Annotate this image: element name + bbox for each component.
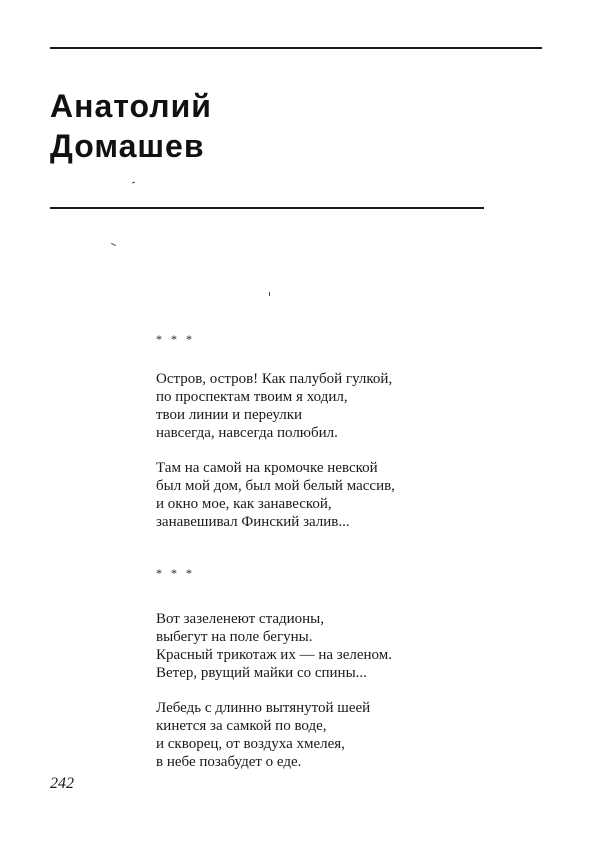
poem-line: навсегда, навсегда полюбил. xyxy=(156,425,338,441)
title-underline-rule xyxy=(50,207,484,209)
print-speck xyxy=(132,182,135,184)
stanza xyxy=(156,610,392,682)
author-name xyxy=(50,86,212,166)
print-speck xyxy=(269,292,270,296)
section-asterisks: * * * xyxy=(156,332,195,346)
poem-1 xyxy=(156,332,395,548)
poem-line: в небе позабудет о еде. xyxy=(156,754,302,770)
poem-2 xyxy=(156,566,392,788)
stanza xyxy=(156,459,395,531)
print-speck xyxy=(111,243,116,246)
poem-line: Лебедь с длинно вытянутой шеей xyxy=(156,700,371,716)
poem-line: и скворец, от воздуха хмелея, xyxy=(156,736,345,752)
page-number: 242 xyxy=(50,775,74,792)
poem-line: занавешивал Финский залив... xyxy=(156,514,350,530)
poem-line: Ветер, рвущий майки со спины... xyxy=(156,665,367,681)
poem-line: кинется за самкой по воде, xyxy=(156,718,327,734)
stanza xyxy=(156,370,395,442)
poem-line: выбегут на поле бегуны. xyxy=(156,629,313,645)
author-first-name: Анатолий xyxy=(50,88,212,124)
poem-line: Там на самой на кромочке невской xyxy=(156,460,378,476)
poem-line: был мой дом, был мой белый массив, xyxy=(156,478,395,494)
poem-line: по проспектам твоим я ходил, xyxy=(156,389,348,405)
top-rule xyxy=(50,47,542,49)
poem-line: Красный трикотаж их — на зеленом. xyxy=(156,647,392,663)
stanza xyxy=(156,699,392,771)
poem-line: твои линии и переулки xyxy=(156,407,303,423)
section-asterisks: * * * xyxy=(156,566,195,580)
poem-line: Вот зазеленеют стадионы, xyxy=(156,611,324,627)
poem-line: и окно мое, как занавеской, xyxy=(156,496,332,512)
poem-line: Остров, остров! Как палубой гулкой, xyxy=(156,371,393,387)
author-last-name: Домашев xyxy=(50,128,205,164)
